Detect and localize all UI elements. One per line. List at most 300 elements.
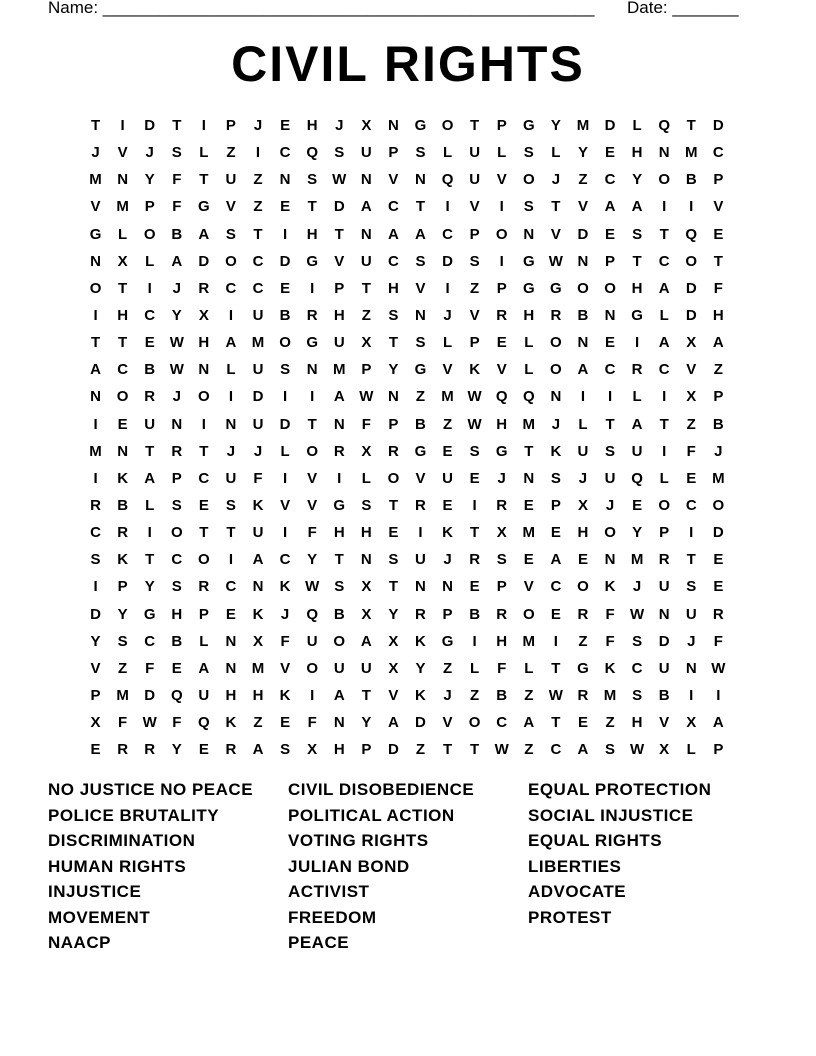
grid-letter: N <box>658 605 670 623</box>
grid-letter: A <box>712 714 724 732</box>
grid-letter: N <box>442 578 453 596</box>
grid-letter: U <box>252 524 264 542</box>
grid-letter: S <box>632 687 643 705</box>
grid-letter: H <box>496 415 508 433</box>
grid-letter: E <box>496 334 507 352</box>
grid-letter: A <box>144 469 156 487</box>
grid-letter: O <box>198 551 210 569</box>
grid-letter: B <box>279 307 291 325</box>
grid-letter: U <box>631 442 643 460</box>
grid-letter: T <box>551 198 561 216</box>
grid-letter: A <box>333 388 345 406</box>
grid-letter: J <box>714 442 723 460</box>
grid-letter: E <box>442 497 453 515</box>
word-list-item: INJUSTICE <box>48 882 142 901</box>
grid-letter: A <box>577 361 589 379</box>
grid-letter: I <box>662 442 667 460</box>
grid-letter: L <box>470 659 480 677</box>
grid-letter: K <box>604 578 616 596</box>
grid-letter: X <box>361 117 372 135</box>
grid-letter: O <box>306 442 318 460</box>
grid-letter: N <box>360 171 372 189</box>
grid-letter: E <box>198 741 209 759</box>
grid-letter: Z <box>253 171 263 189</box>
grid-letter: T <box>686 117 696 135</box>
grid-letter: N <box>415 578 426 596</box>
grid-letter: J <box>280 605 290 623</box>
grid-letter: A <box>387 225 399 243</box>
grid-letter: W <box>630 605 645 623</box>
grid-letter: D <box>387 741 399 759</box>
grid-letter: S <box>415 334 426 352</box>
grid-letter: Q <box>306 605 318 623</box>
grid-letter: G <box>198 198 210 216</box>
grid-letter: C <box>225 578 237 596</box>
grid-letter: Q <box>495 388 508 406</box>
grid-letter: W <box>142 714 157 732</box>
grid-letter: J <box>253 117 263 135</box>
grid-letter: V <box>496 361 507 379</box>
grid-letter: D <box>604 117 616 135</box>
grid-letter: N <box>225 659 237 677</box>
grid-letter: D <box>442 252 453 270</box>
grid-row <box>82 438 732 465</box>
grid-letter: G <box>306 334 318 352</box>
grid-letter: H <box>252 687 264 705</box>
grid-letter: A <box>631 415 643 433</box>
grid-letter: J <box>443 307 452 325</box>
grid-letter: C <box>550 578 562 596</box>
grid-letter: P <box>361 361 372 379</box>
grid-letter: I <box>580 388 586 406</box>
grid-letter: R <box>550 307 562 325</box>
grid-letter: I <box>689 198 694 216</box>
grid-letter: Z <box>686 415 696 433</box>
word-list-item: MOVEMENT <box>48 907 151 927</box>
grid-letter: H <box>712 307 724 325</box>
grid-letter: T <box>470 524 480 542</box>
grid-letter: E <box>523 497 534 515</box>
word-list-column-3 <box>528 777 711 930</box>
grid-letter: P <box>388 415 399 433</box>
grid-letter: N <box>333 714 345 732</box>
grid-letter: S <box>171 578 182 596</box>
grid-letter: Q <box>198 714 210 732</box>
word-list-item: NO JUSTICE NO PEACE <box>48 780 254 799</box>
grid-letter: C <box>144 632 156 650</box>
grid-letter: H <box>333 741 345 759</box>
grid-letter: J <box>578 469 588 487</box>
grid-letter: L <box>551 144 561 162</box>
grid-letter: A <box>360 198 372 216</box>
grid-letter: V <box>90 198 101 216</box>
grid-letter: F <box>172 198 182 216</box>
grid-letter: M <box>89 171 102 189</box>
grid-letter: F <box>605 632 615 650</box>
grid-letter: O <box>116 388 129 406</box>
grid-letter: P <box>713 388 724 406</box>
grid-letter: A <box>387 714 399 732</box>
grid-letter: R <box>631 361 643 379</box>
grid-letter: S <box>117 632 128 650</box>
grid-letter: R <box>333 442 345 460</box>
grid-letter: O <box>658 497 671 515</box>
grid-letter: W <box>548 687 563 705</box>
grid-letter: A <box>658 279 670 297</box>
grid-letter: N <box>198 361 210 379</box>
grid-letter: I <box>93 469 98 487</box>
grid-letter: L <box>524 334 534 352</box>
grid-letter: Q <box>306 144 318 162</box>
grid-letter: D <box>144 687 156 705</box>
grid-letter: V <box>307 497 318 515</box>
grid-letter: R <box>225 741 237 759</box>
word-list-item: NAACP <box>48 933 111 952</box>
grid-letter: V <box>280 497 291 515</box>
grid-letter: A <box>631 198 643 216</box>
grid-letter: R <box>117 524 129 542</box>
grid-row <box>82 356 732 383</box>
grid-letter: P <box>496 117 507 135</box>
grid-letter: Q <box>685 225 698 243</box>
page-title: CIVIL RIGHTS <box>231 36 585 92</box>
grid-letter: S <box>280 361 291 379</box>
grid-letter: L <box>361 469 371 487</box>
grid-letter: T <box>118 279 128 297</box>
grid-letter: C <box>252 252 264 270</box>
grid-letter: K <box>252 605 264 623</box>
grid-letter: F <box>713 279 723 297</box>
grid-letter: A <box>252 551 264 569</box>
grid-letter: O <box>550 334 562 352</box>
grid-letter: M <box>522 524 536 542</box>
grid-letter: O <box>441 117 454 135</box>
grid-letter: K <box>469 361 481 379</box>
grid-row <box>82 221 732 248</box>
grid-letter: F <box>713 632 723 650</box>
grid-letter: U <box>306 632 318 650</box>
grid-letter: O <box>279 334 291 352</box>
grid-letter: Y <box>388 605 399 623</box>
word-list <box>48 777 768 957</box>
grid-letter: F <box>253 469 263 487</box>
grid-letter: R <box>306 307 318 325</box>
grid-letter: I <box>255 144 261 162</box>
grid-letter: T <box>388 334 398 352</box>
grid-letter: J <box>253 442 263 460</box>
grid-letter: N <box>306 361 318 379</box>
grid-letter: N <box>387 388 399 406</box>
word-list-item: LIBERTIES <box>528 856 622 876</box>
grid-letter: V <box>415 279 426 297</box>
grid-letter: P <box>713 741 724 759</box>
grid-letter: C <box>279 144 291 162</box>
grid-letter: J <box>145 144 154 162</box>
grid-letter: R <box>496 307 508 325</box>
grid-letter: C <box>117 361 129 379</box>
grid-letter: T <box>199 442 209 460</box>
grid-row <box>82 736 732 763</box>
grid-letter: X <box>361 605 372 623</box>
grid-letter: A <box>712 334 724 352</box>
grid-letter: W <box>359 388 374 406</box>
grid-row <box>82 302 732 329</box>
grid-letter: E <box>713 551 724 569</box>
grid-letter: P <box>334 279 345 297</box>
grid-letter: G <box>631 307 643 325</box>
grid-letter: U <box>469 144 481 162</box>
grid-letter: S <box>523 198 534 216</box>
grid-letter: I <box>310 687 315 705</box>
grid-letter: V <box>442 361 453 379</box>
grid-letter: E <box>550 524 561 542</box>
grid-letter: M <box>332 361 346 379</box>
grid-letter: X <box>388 632 399 650</box>
grid-letter: K <box>225 714 237 732</box>
grid-letter: T <box>334 225 344 243</box>
grid-letter: G <box>414 361 427 379</box>
grid-row <box>82 601 732 628</box>
grid-letter: V <box>523 578 534 596</box>
grid-letter: L <box>280 442 290 460</box>
grid-letter: E <box>605 144 616 162</box>
grid-letter: S <box>307 171 318 189</box>
grid-letter: Z <box>524 741 534 759</box>
grid-letter: T <box>551 714 561 732</box>
grid-letter: J <box>443 551 452 569</box>
grid-letter: Z <box>470 687 480 705</box>
grid-letter: U <box>658 659 670 677</box>
grid-letter: V <box>469 307 480 325</box>
grid-row <box>82 573 732 600</box>
grid-letter: I <box>662 388 667 406</box>
grid-letter: N <box>415 171 426 189</box>
grid-letter: U <box>225 469 237 487</box>
grid-letter: D <box>90 605 101 623</box>
grid-letter: Y <box>632 171 643 189</box>
grid-letter: T <box>118 334 128 352</box>
grid-letter: X <box>686 388 697 406</box>
grid-letter: N <box>604 551 616 569</box>
grid-letter: D <box>333 198 345 216</box>
grid-letter: I <box>310 279 315 297</box>
grid-letter: L <box>524 659 534 677</box>
grid-letter: P <box>605 252 616 270</box>
grid-letter: H <box>306 117 318 135</box>
word-list-item: PROTEST <box>528 907 612 927</box>
grid-letter: U <box>252 307 264 325</box>
grid-letter: N <box>279 171 291 189</box>
grid-letter: G <box>577 659 589 677</box>
grid-letter: U <box>685 605 697 623</box>
grid-letter: U <box>198 687 210 705</box>
grid-letter: W <box>305 578 320 596</box>
grid-letter: X <box>686 714 697 732</box>
grid-letter: D <box>658 632 670 650</box>
grid-letter: F <box>686 442 696 460</box>
grid-letter: F <box>307 524 317 542</box>
grid-letter: N <box>252 578 264 596</box>
grid-letter: N <box>685 659 697 677</box>
grid-letter: F <box>118 714 128 732</box>
grid-letter: J <box>226 442 236 460</box>
word-list-item: ACTIVIST <box>288 882 370 901</box>
grid-letter: T <box>713 252 723 270</box>
grid-letter: I <box>337 469 342 487</box>
grid-letter: A <box>658 334 670 352</box>
grid-letter: P <box>469 225 480 243</box>
grid-letter: W <box>169 334 184 352</box>
grid-letter: V <box>577 198 588 216</box>
grid-letter: U <box>225 171 237 189</box>
grid-letter: I <box>716 687 721 705</box>
grid-letter: I <box>228 551 234 569</box>
grid-letter: G <box>522 252 535 270</box>
grid-letter: N <box>523 225 535 243</box>
grid-letter: M <box>685 144 698 162</box>
grid-letter: I <box>310 388 315 406</box>
grid-letter: Z <box>578 632 588 650</box>
grid-letter: C <box>685 497 697 515</box>
grid-letter: I <box>147 524 152 542</box>
grid-letter: L <box>686 741 696 759</box>
grid-letter: K <box>415 687 426 705</box>
grid-letter: C <box>712 144 724 162</box>
grid-letter: R <box>171 442 183 460</box>
grid-letter: L <box>632 117 642 135</box>
grid-letter: W <box>467 415 482 433</box>
grid-letter: T <box>199 171 209 189</box>
grid-row <box>82 275 732 302</box>
grid-letter: O <box>468 714 481 732</box>
grid-letter: N <box>360 551 372 569</box>
grid-letter: T <box>226 524 236 542</box>
grid-letter: P <box>90 687 101 705</box>
grid-letter: U <box>360 659 372 677</box>
grid-letter: T <box>199 524 209 542</box>
grid-letter: B <box>171 225 183 243</box>
grid-letter: T <box>307 415 317 433</box>
grid-letter: G <box>89 225 102 243</box>
grid-letter: C <box>658 252 670 270</box>
grid-letter: D <box>685 307 697 325</box>
grid-letter: I <box>635 334 640 352</box>
word-list-item: DISCRIMINATION <box>48 831 196 850</box>
grid-letter: S <box>225 497 236 515</box>
grid-letter: A <box>252 741 264 759</box>
grid-letter: S <box>280 741 291 759</box>
grid-letter: P <box>496 578 507 596</box>
grid-letter: G <box>522 117 535 135</box>
grid-letter: Y <box>307 551 318 569</box>
grid-letter: E <box>225 605 236 623</box>
grid-letter: F <box>605 605 615 623</box>
grid-letter: A <box>90 361 101 379</box>
grid-letter: A <box>333 687 345 705</box>
grid-letter: S <box>415 252 426 270</box>
grid-letter: Z <box>713 361 723 379</box>
grid-letter: Z <box>226 144 236 162</box>
grid-letter: S <box>334 578 345 596</box>
grid-letter: T <box>90 334 101 352</box>
grid-letter: U <box>442 469 453 487</box>
grid-row <box>82 139 732 166</box>
word-list-item: FREEDOM <box>288 907 377 927</box>
grid-letter: A <box>523 714 535 732</box>
grid-letter: O <box>198 388 210 406</box>
word-list-item: EQUAL RIGHTS <box>528 831 663 850</box>
grid-letter: N <box>171 415 183 433</box>
grid-letter: H <box>171 605 183 623</box>
grid-letter: F <box>280 632 290 650</box>
grid-letter: G <box>143 605 156 623</box>
grid-letter: E <box>117 415 128 433</box>
grid-letter: H <box>631 714 643 732</box>
grid-letter: J <box>172 388 181 406</box>
grid-letter: X <box>90 714 101 732</box>
grid-letter: R <box>117 741 129 759</box>
grid-letter: T <box>659 415 669 433</box>
grid-letter: Q <box>441 171 454 189</box>
grid-letter: D <box>685 279 697 297</box>
grid-letter: E <box>469 469 480 487</box>
grid-letter: U <box>333 334 345 352</box>
grid-letter: D <box>279 415 291 433</box>
grid-letter: I <box>445 279 450 297</box>
grid-letter: R <box>90 497 101 515</box>
grid-letter: E <box>280 279 291 297</box>
grid-letter: L <box>659 469 669 487</box>
grid-letter: T <box>470 741 480 759</box>
grid-letter: I <box>472 497 477 515</box>
grid-letter: Y <box>550 117 561 135</box>
grid-letter: F <box>172 714 182 732</box>
grid-letter: I <box>283 225 288 243</box>
grid-letter: K <box>442 524 453 542</box>
grid-letter: D <box>712 117 724 135</box>
grid-letter: N <box>550 388 562 406</box>
grid-letter: A <box>171 252 183 270</box>
grid-letter: X <box>686 334 697 352</box>
grid-letter: Y <box>90 632 101 650</box>
grid-letter: U <box>252 361 264 379</box>
grid-letter: M <box>251 659 265 677</box>
grid-letter: I <box>201 117 206 135</box>
grid-letter: D <box>279 252 291 270</box>
grid-letter: C <box>604 361 616 379</box>
grid-letter: L <box>578 415 588 433</box>
grid-row <box>82 655 732 682</box>
grid-letter: E <box>713 578 724 596</box>
grid-letter: V <box>90 659 101 677</box>
grid-letter: I <box>472 632 477 650</box>
grid-letter: K <box>279 578 291 596</box>
grid-letter: Z <box>442 415 453 433</box>
grid-letter: A <box>415 225 426 243</box>
grid-row <box>82 709 732 736</box>
grid-letter: G <box>495 442 508 460</box>
grid-letter: B <box>144 361 156 379</box>
grid-letter: E <box>686 469 697 487</box>
grid-letter: C <box>252 279 264 297</box>
grid-letter: P <box>442 605 453 623</box>
grid-letter: B <box>685 171 697 189</box>
grid-letter: J <box>335 117 344 135</box>
grid-letter: S <box>605 741 616 759</box>
grid-letter: Z <box>415 741 426 759</box>
grid-letter: B <box>577 307 589 325</box>
grid-letter: B <box>117 497 129 515</box>
